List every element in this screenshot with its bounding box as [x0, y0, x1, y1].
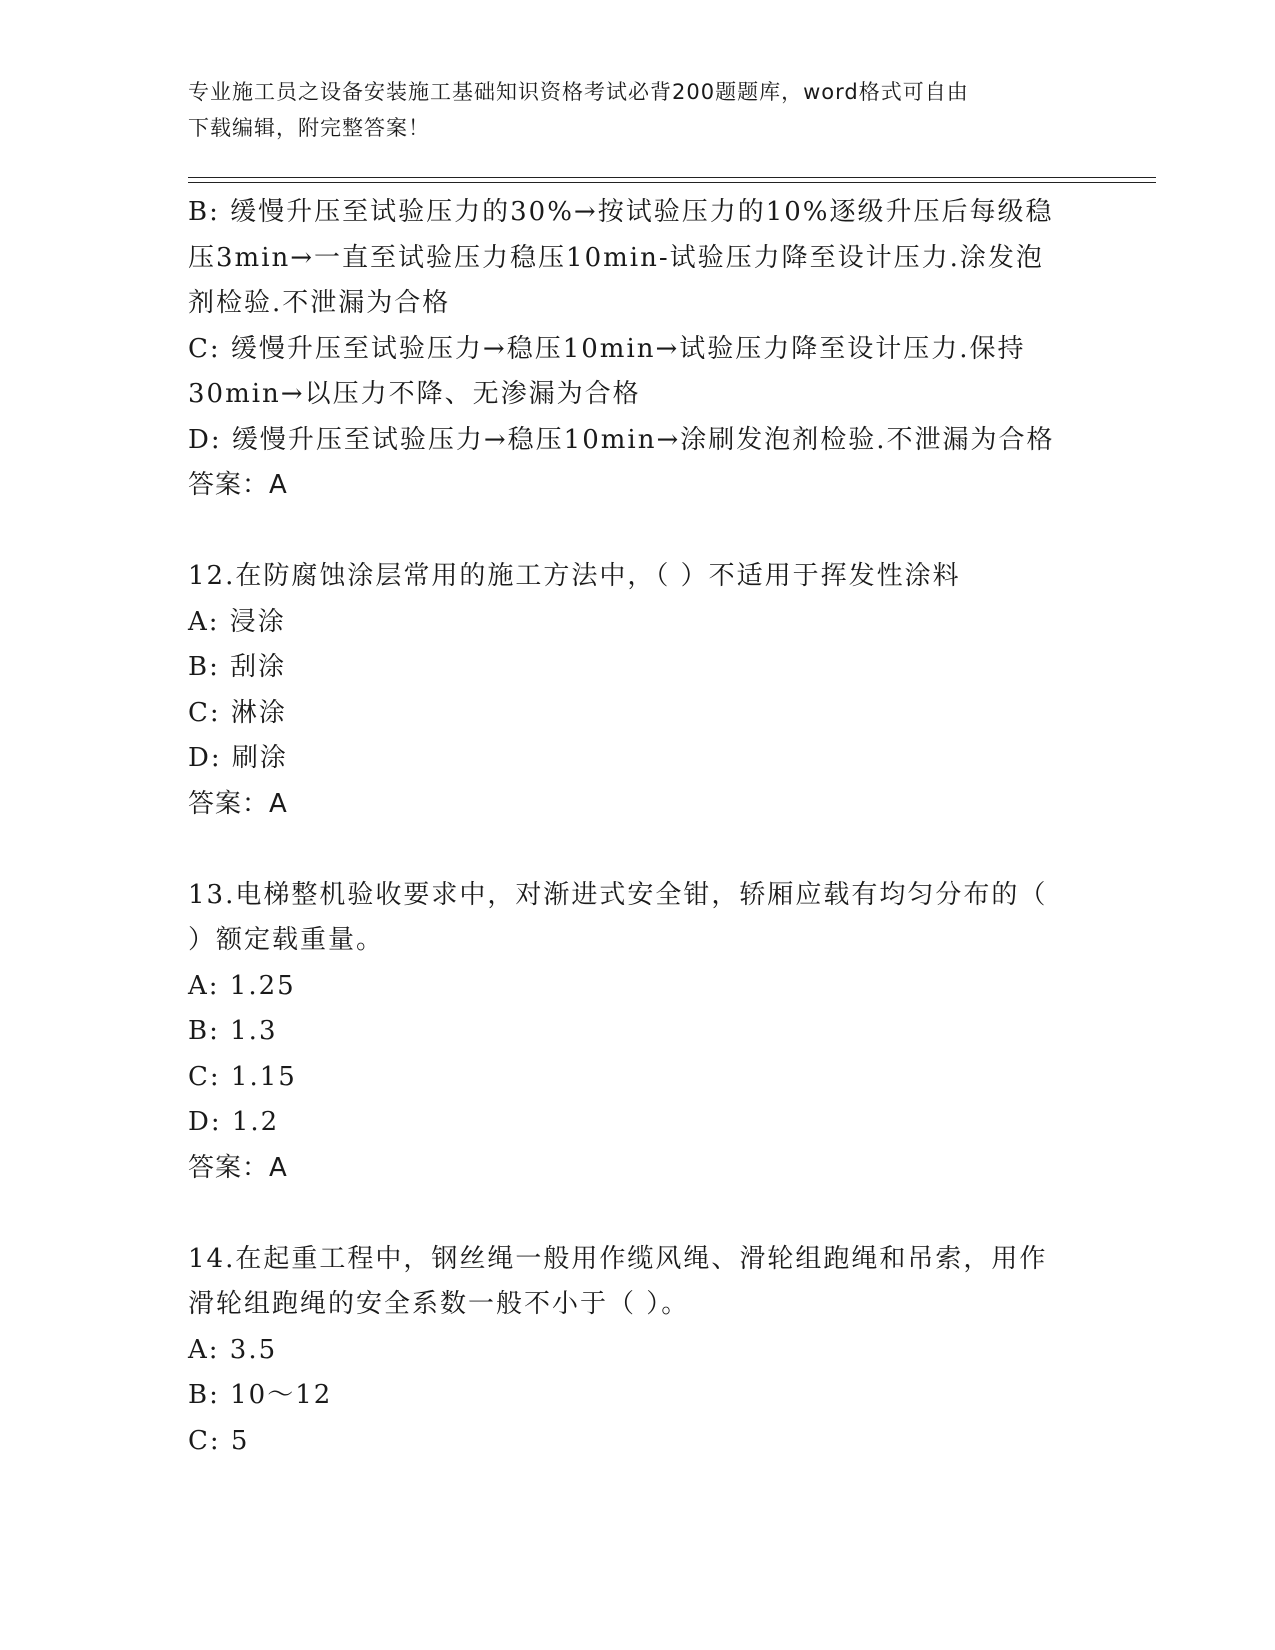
question-13 [188, 873, 1088, 1192]
option-d: D: 缓慢升压至试验压力→稳压10min→涂刷发泡剂检验.不泄漏为合格 [188, 424, 1055, 455]
option-b-line-1: B: 缓慢升压至试验压力的30%→按试验压力的10%逐级升压后每级稳 [188, 197, 1054, 227]
question-stem: 12.在防腐蚀涂层常用的施工方法中，（ ）不适用于挥发性涂料 [188, 561, 961, 591]
option-c: C: 1.15 [188, 1061, 297, 1092]
spacer [188, 827, 1088, 873]
spacer [188, 1191, 1088, 1237]
question-stem-line-2: 滑轮组跑绳的安全系数一般不小于（ ）。 [188, 1289, 690, 1319]
option-d: D: 1.2 [188, 1107, 280, 1137]
option-a: A: 1.25 [188, 970, 296, 1001]
option-d: D: 刷涂 [188, 743, 288, 773]
option-a: A: 3.5 [188, 1334, 278, 1365]
question-14 [188, 1237, 1088, 1465]
option-b: B: 1.3 [188, 1016, 278, 1046]
spacer [188, 509, 1088, 555]
option-c: C: 5 [188, 1425, 250, 1456]
question-stem-line-1: 13.电梯整机验收要求中，对渐进式安全钳，轿厢应载有均匀分布的（ [188, 879, 1048, 910]
question-12 [188, 554, 1088, 827]
option-b-line-3: 剂检验.不泄漏为合格 [188, 288, 451, 318]
option-c: C: 淋涂 [188, 697, 287, 728]
document-header [188, 74, 1088, 146]
option-c-line-1: C: 缓慢升压至试验压力→稳压10min→试验压力降至设计压力.保持 [188, 333, 1026, 364]
header-divider-top [188, 177, 1156, 178]
question-11 [188, 190, 1088, 509]
option-c-line-2: 30min→以压力不降、无渗漏为合格 [188, 379, 641, 409]
answer: 答案：A [188, 470, 288, 500]
option-b: B: 刮涂 [188, 652, 287, 682]
answer: 答案：A [188, 788, 288, 819]
question-stem-line-1: 14.在起重工程中，钢丝绳一般用作缆风绳、滑轮组跑绳和吊索，用作 [188, 1243, 1048, 1274]
answer: 答案：A [188, 1152, 288, 1183]
option-b-line-2: 压3min→一直至试验压力稳压10min-试验压力降至设计压力.涂发泡 [188, 242, 1044, 273]
header-divider-bottom [188, 182, 1156, 183]
question-content [188, 190, 1088, 1464]
option-a: A: 浸涂 [188, 606, 286, 637]
option-b: B: 10～12 [188, 1380, 333, 1410]
question-stem-line-2: ）额定载重量。 [188, 925, 385, 955]
header-line-2: 下载编辑，附完整答案！ [188, 116, 430, 140]
header-line-1: 专业施工员之设备安装施工基础知识资格考试必背200题题库，word格式可自由 [188, 80, 969, 104]
